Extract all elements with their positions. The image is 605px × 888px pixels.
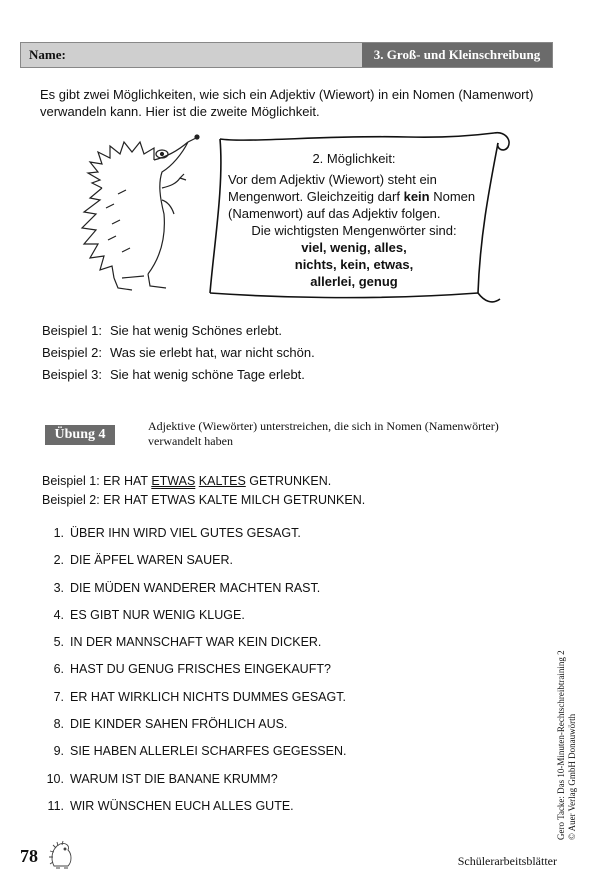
exercise-item <box>44 717 346 744</box>
hedgehog-illustration <box>62 128 212 300</box>
rule-line1-rest: Nomen (Namenwort) auf das Adjektiv folgen. <box>228 189 476 221</box>
quantity-word-underlined: ETWAS <box>151 474 196 488</box>
exercise-number: 11. <box>47 798 64 813</box>
rule-text <box>228 171 480 222</box>
exercise-number: 7. <box>53 689 64 704</box>
exercise-sentence[interactable]: DIE KINDER SAHEN FRÖHLICH AUS. <box>70 717 288 732</box>
small-hedgehog-icon <box>48 840 74 870</box>
quantity-words-3: allerlei, genug <box>310 274 398 289</box>
quantity-words-2: nichts, kein, etwas, <box>294 257 414 272</box>
credit-line-2: © Auer Verlag GmbH Donauwörth <box>567 713 577 840</box>
footer-label: Schülerarbeitsblätter <box>457 854 557 868</box>
exercise-sentence[interactable]: DIE MÜDEN WANDERER MACHTEN RAST. <box>70 580 321 595</box>
publisher-credit <box>556 610 578 840</box>
example-label: Beispiel 2: <box>42 345 102 360</box>
exercise-number: 3. <box>53 580 64 595</box>
example-row <box>42 364 315 386</box>
adjective-underlined: KALTES <box>198 474 246 488</box>
example-label: Beispiel 3: <box>42 367 102 382</box>
exercise-list <box>44 526 346 826</box>
example-row <box>42 320 315 342</box>
rule-kein: kein <box>403 189 430 204</box>
exercise-instruction: Adjektive (Wiewörter) unterstreichen, die sich in Nomen (Namenwörter) verwandelt haben <box>148 419 499 448</box>
rule-heading: 2. Möglichkeit: <box>312 151 396 166</box>
exercise-sentence[interactable]: ER HAT WIRKLICH NICHTS DUMMES GESAGT. <box>70 689 346 704</box>
example-row <box>42 342 315 364</box>
exercise-number: 6. <box>53 662 64 677</box>
rule-line2: Die wichtigsten Mengenwörter sind: <box>251 223 457 238</box>
exercise-sentence[interactable]: HAST DU GENUG FRISCHES EINGEKAUFT? <box>70 662 331 677</box>
exercise-number: 4. <box>53 607 64 622</box>
exercise-number: 10. <box>46 771 64 786</box>
exercise-item <box>44 553 346 580</box>
exercise-number: 5. <box>53 635 64 650</box>
credit-line-1: Gero Tacke: Das 10-Minuten-Rechtschreibtraining 2 <box>556 650 566 840</box>
rule-line1: Vor dem Adjektiv (Wiewort) steht ein Mengenwort. Gleichzeitig darf <box>228 172 437 204</box>
exercise-item <box>44 635 346 662</box>
exercise-example-2: Beispiel 2: ER HAT ETWAS KALTE MILCH GETRUNKEN. <box>42 493 366 507</box>
examples-list <box>42 320 315 386</box>
example-text: Sie hat wenig Schönes erlebt. <box>110 323 282 338</box>
exercise-item <box>44 690 346 717</box>
exercise-item <box>44 608 346 635</box>
exercise-item <box>44 581 346 608</box>
exercise-examples <box>42 472 365 510</box>
example-prefix: Beispiel 1: ER HAT <box>42 474 152 488</box>
worksheet-header <box>20 42 553 68</box>
exercise-sentence[interactable]: ÜBER IHN WIRD VIEL GUTES GESAGT. <box>70 526 301 540</box>
page-number: 78 <box>20 846 38 866</box>
example-text: Sie hat wenig schöne Tage erlebt. <box>110 367 305 382</box>
exercise-sentence[interactable]: WIR WÜNSCHEN EUCH ALLES GUTE. <box>70 798 294 813</box>
rule-box <box>228 150 480 290</box>
exercise-number: 1. <box>53 526 64 540</box>
exercise-item <box>44 662 346 689</box>
exercise-sentence[interactable]: WARUM IST DIE BANANE KRUMM? <box>70 771 278 786</box>
name-label: Name: <box>29 47 66 62</box>
exercise-sentence[interactable]: SIE HABEN ALLERLEI SCHARFES GEGESSEN. <box>70 744 347 759</box>
quantity-words-1: viel, wenig, alles, <box>301 240 407 255</box>
exercise-example-1 <box>42 472 365 491</box>
exercise-sentence[interactable]: IN DER MANNSCHAFT WAR KEIN DICKER. <box>70 635 322 650</box>
exercise-item <box>44 744 346 771</box>
example-text: Was sie erlebt hat, war nicht schön. <box>110 345 315 360</box>
exercise-sentence[interactable]: ES GIBT NUR WENIG KLUGE. <box>70 607 245 622</box>
chapter-title: 3. Groß- und Kleinschreibung <box>362 43 552 67</box>
exercise-item <box>44 799 346 826</box>
exercise-number: 8. <box>53 717 64 732</box>
example-label: Beispiel 1: <box>42 323 102 338</box>
intro-text: Es gibt zwei Möglichkeiten, wie sich ein Adjektiv (Wiewort) in ein Nomen (Namenwort) verwandeln kann. Hier ist die zweite Möglichkeit. <box>40 87 534 119</box>
exercise-badge: Übung 4 <box>45 425 115 445</box>
exercise-sentence[interactable]: DIE ÄPFEL WAREN SAUER. <box>70 553 233 568</box>
exercise-number: 2. <box>53 553 64 568</box>
exercise-item <box>44 772 346 799</box>
exercise-item <box>44 526 346 553</box>
exercise-number: 9. <box>53 744 64 759</box>
example-suffix: GETRUNKEN. <box>245 474 332 488</box>
